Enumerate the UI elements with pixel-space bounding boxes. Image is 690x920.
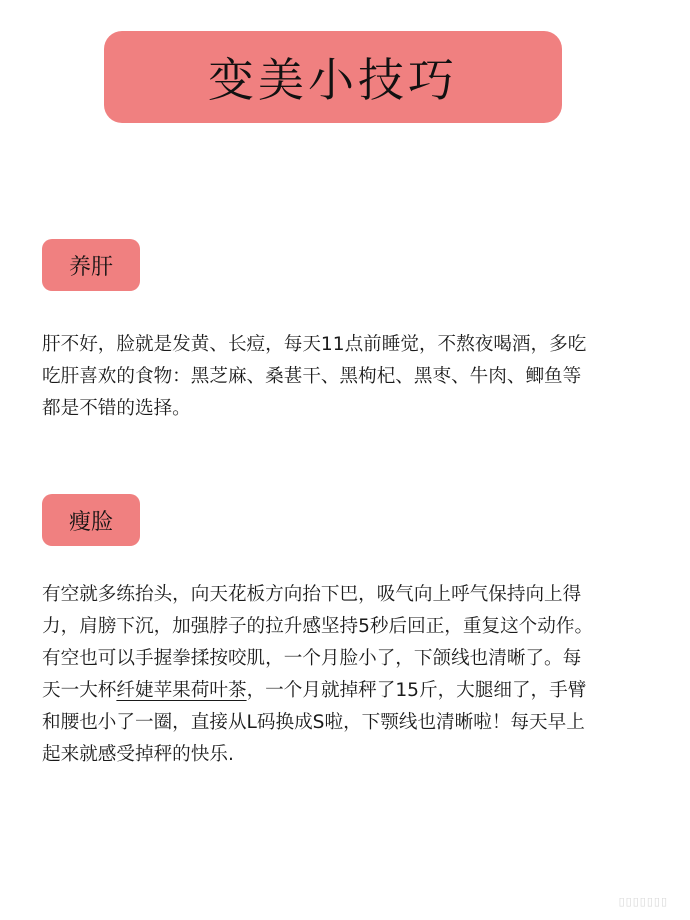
paragraph-line: 有空也可以手握拳揉按咬肌，一个月脸小了，下颌线也清晰了。每 (42, 648, 582, 669)
paragraph-line: 都是不错的选择。 (42, 398, 191, 419)
paragraph-line: 力，肩膀下沉，加强脖子的拉升感坚持5秒后回正，重复这个动作。 (42, 616, 594, 637)
section-tag-face: 瘦脸 (42, 494, 140, 546)
section-paragraph-face (42, 579, 662, 771)
paragraph-line (42, 675, 662, 707)
section-tag-liver: 养肝 (42, 239, 140, 291)
title-banner (104, 31, 562, 123)
paragraph-line: 起来就感受掉秤的快乐. (42, 744, 234, 765)
page-title: 变美小技巧 (208, 53, 458, 107)
section-paragraph-liver (42, 329, 662, 425)
paragraph-line: 有空就多练抬头，向天花板方向抬下巴，吸气向上呼气保持向上得 (42, 584, 582, 605)
line-text: 天一大杯 (42, 680, 117, 701)
product-name: 纤婕苹果荷叶茶 (116, 680, 247, 701)
paragraph-line: 吃肝喜欢的食物：黑芝麻、桑葚干、黑枸杞、黑枣、牛肉、鲫鱼等 (42, 366, 582, 387)
watermark: ▯▯▯▯▯▯▯ (618, 895, 668, 908)
paragraph-line: 和腰也小了一圈，直接从L码换成S啦，下颚线也清晰啦！每天早上 (42, 712, 585, 733)
paragraph-line: 肝不好，脸就是发黄、长痘，每天11点前睡觉，不熬夜喝酒，多吃 (42, 334, 587, 355)
line-text: ，一个月就掉秤了15斤，大腿细了，手臂 (246, 680, 587, 701)
